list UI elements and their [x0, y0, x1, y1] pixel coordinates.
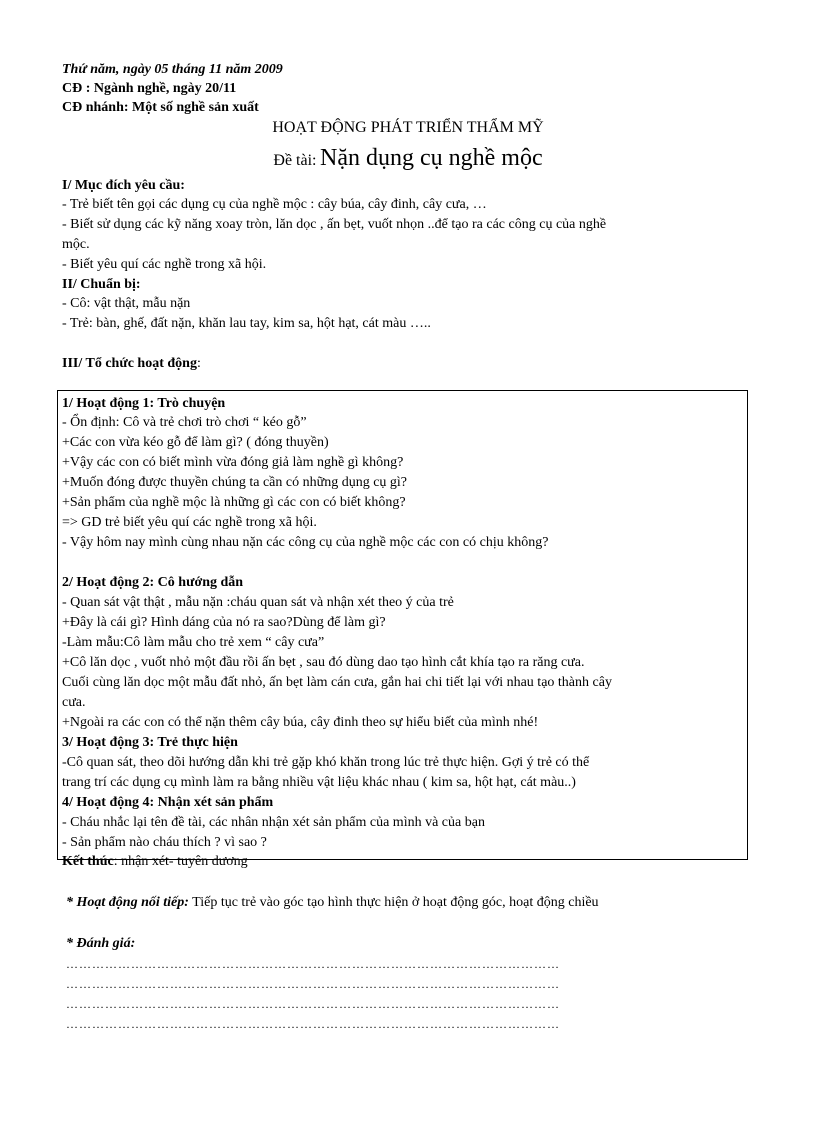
subtopic-line: CĐ nhánh: Một số nghề sản xuất [62, 100, 259, 115]
activity3-line: trang trí các dụng cụ mình làm ra bằng nhiều vật liệu khác nhau ( kim sa, hột hạt, cát màu..) [62, 775, 576, 790]
section1-line: mộc. [62, 237, 90, 252]
activity2-line: Cuối cùng lăn dọc một mẫu đất nhỏ, ấn bẹt làm cán cưa, gắn hai chi tiết lại với nhau tạo thành cây [62, 675, 612, 690]
activity1-heading: 1/ Hoạt động 1: Trò chuyện [62, 396, 226, 411]
section2-line: - Cô: vật thật, mẫu nặn [62, 296, 191, 311]
section1-heading: I/ Mục đích yêu cầu: [62, 178, 185, 193]
activity4-heading: 4/ Hoạt động 4: Nhận xét sản phẩm [62, 795, 274, 810]
activity2-line: - Quan sát vật thật , mẫu nặn :cháu quan sát và nhận xét theo ý của trẻ [62, 595, 454, 610]
conclusion-text: : nhận xét- tuyên dương [113, 854, 248, 869]
section2-heading: II/ Chuẩn bị: [62, 277, 141, 292]
subject-prefix: Đề tài: [273, 152, 317, 169]
activities-box [57, 390, 748, 869]
activity1-line: +Sản phẩm của nghề mộc là những gì các con có biết không? [62, 495, 406, 510]
activity1-line: - Ổn định: Cô và trẻ chơi trò chơi “ kéo gỗ” [62, 415, 307, 430]
activity3-line: -Cô quan sát, theo dõi hướng dẫn khi trẻ gặp khó khăn trong lúc trẻ thực hiện. Gợi ý trẻ có thể [62, 755, 590, 770]
activity4-line: - Cháu nhắc lại tên đề tài, các nhân nhận xét sản phẩm của mình và của bạn [62, 815, 485, 830]
topic-line: CĐ : Ngành nghề, ngày 20/11 [62, 81, 237, 96]
followup-text: Tiếp tục trẻ vào góc tạo hình thực hiện ở hoạt động góc, hoạt động chiều [188, 895, 599, 910]
evaluation-dotted-line: …………………………………………………………………………………………………… [66, 1017, 560, 1031]
section3-heading [62, 354, 201, 373]
activity1-line: => GD trẻ biết yêu quí các nghề trong xã hội. [62, 515, 317, 530]
section3-heading-text: III/ Tổ chức hoạt động [62, 356, 197, 371]
activity1-line: +Muốn đóng được thuyền chúng ta cần có những dụng cụ gì? [62, 475, 408, 490]
activity2-line: +Ngoài ra các con có thể nặn thêm cây búa, cây đinh theo sự hiểu biết của mình nhé! [62, 715, 539, 730]
date-line: Thứ năm, ngày 05 tháng 11 năm 2009 [62, 62, 283, 77]
activity2-line: -Làm mẫu:Cô làm mẫu cho trẻ xem “ cây cưa” [62, 635, 325, 650]
evaluation-dotted-line: …………………………………………………………………………………………………… [66, 977, 560, 991]
activity2-line: +Cô lăn dọc , vuốt nhỏ một đầu rồi ấn bẹt , sau đó dùng dao tạo hình cắt khía tạo ra răng cưa. [62, 655, 585, 670]
conclusion-label: Kết thúc [62, 854, 114, 869]
section1-line: - Biết sử dụng các kỹ năng xoay tròn, lăn dọc , ấn bẹt, vuốt nhọn ..để tạo ra các công cụ của nghề [62, 217, 607, 232]
section1-line: - Trẻ biết tên gọi các dụng cụ của nghề mộc : cây búa, cây đinh, cây cưa, … [62, 197, 487, 212]
activity2-line: +Đây là cái gì? Hình dáng của nó ra sao?Dùng để làm gì? [62, 615, 386, 630]
evaluation-dotted-line: …………………………………………………………………………………………………… [66, 957, 560, 971]
section2-line: - Trẻ: bàn, ghế, đất nặn, khăn lau tay, kim sa, hột hạt, cát màu ….. [62, 316, 431, 331]
activity2-heading: 2/ Hoạt động 2: Cô hướng dẫn [62, 575, 244, 590]
section1-line: - Biết yêu quí các nghề trong xã hội. [62, 257, 267, 272]
evaluation-label: * Đánh giá: [66, 936, 136, 951]
followup-label: * Hoạt động nối tiếp: [66, 895, 189, 910]
subject-line [0, 143, 816, 177]
activity1-line: +Vậy các con có biết mình vừa đóng giả làm nghề gì không? [62, 455, 404, 470]
activity4-line: - Sản phẩm nào cháu thích ? vì sao ? [62, 835, 267, 850]
activity2-line: cưa. [62, 695, 86, 710]
activity-title: HOẠT ĐỘNG PHÁT TRIỂN THẨM MỸ [272, 119, 544, 136]
activity1-line: - Vậy hôm nay mình cùng nhau nặn các công cụ của nghề mộc các con có chịu không? [62, 535, 549, 550]
conclusion-line [62, 852, 248, 871]
activity3-heading: 3/ Hoạt động 3: Trẻ thực hiện [62, 735, 238, 750]
evaluation-dotted-line: …………………………………………………………………………………………………… [66, 997, 560, 1011]
followup-line [66, 893, 599, 912]
activity1-line: +Các con vừa kéo gỗ để làm gì? ( đóng thuyền) [62, 435, 329, 450]
section3-heading-suffix: : [196, 356, 201, 371]
subject-name: Nặn dụng cụ nghề mộc [319, 145, 543, 171]
